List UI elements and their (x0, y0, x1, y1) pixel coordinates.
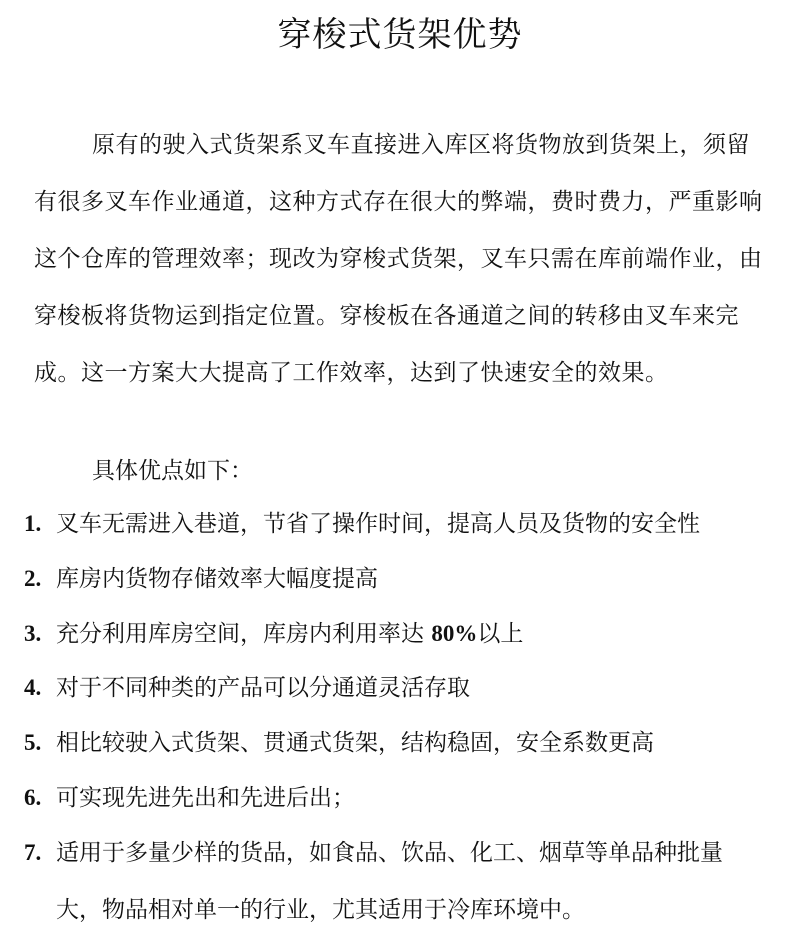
item-text: 叉车无需进入巷道，节省了操作时间，提高人员及货物的安全性 (56, 511, 700, 537)
item-text: 适用于多量少样的货品，如食品、饮品、化工、烟草等单品种批量大，物品相对单一的行业，尤其适用于冷库环境中。 (56, 840, 723, 923)
item-text: 对于不同种类的产品可以分通道灵活存取 (56, 675, 470, 701)
item-text (56, 619, 768, 649)
item-text: 库房内货物存储效率大幅度提高 (56, 566, 378, 592)
advantages-subheading: 具体优点如下： (92, 458, 253, 484)
utilization-rate: 80% (431, 621, 478, 646)
item-text-before: 充分利用库房空间，库房内利用率达 (56, 621, 432, 647)
item-text-after: 以上 (477, 621, 524, 647)
intro-paragraph: 原有的驶入式货架系叉车直接进入库区将货物放到货架上，须留有很多叉车作业通道，这种方式存在很大的弊端，费时费力，严重影响这个仓库的管理效率；现改为穿梭式货架，叉车只需在库前端作业，由穿梭板将货物运到指定位置。穿梭板在各通道之间的转移由叉车来完成。这一方案大大提高了工作效率，达到了快速安全的效果。 (34, 132, 763, 386)
item-number: 4. (24, 675, 42, 700)
item-number: 7. (24, 840, 42, 865)
item-number: 1. (24, 511, 42, 536)
item-number: 3. (24, 621, 42, 646)
item-number: 6. (24, 785, 42, 810)
item-number: 5. (24, 730, 42, 755)
item-text: 相比较驶入式货架、贯通式货架，结构稳固，安全系数更高 (56, 730, 654, 756)
page-title: 穿梭式货架优势 (277, 15, 523, 55)
item-text: 可实现先进先出和先进后出； (56, 785, 355, 811)
item-number: 2. (24, 566, 42, 591)
